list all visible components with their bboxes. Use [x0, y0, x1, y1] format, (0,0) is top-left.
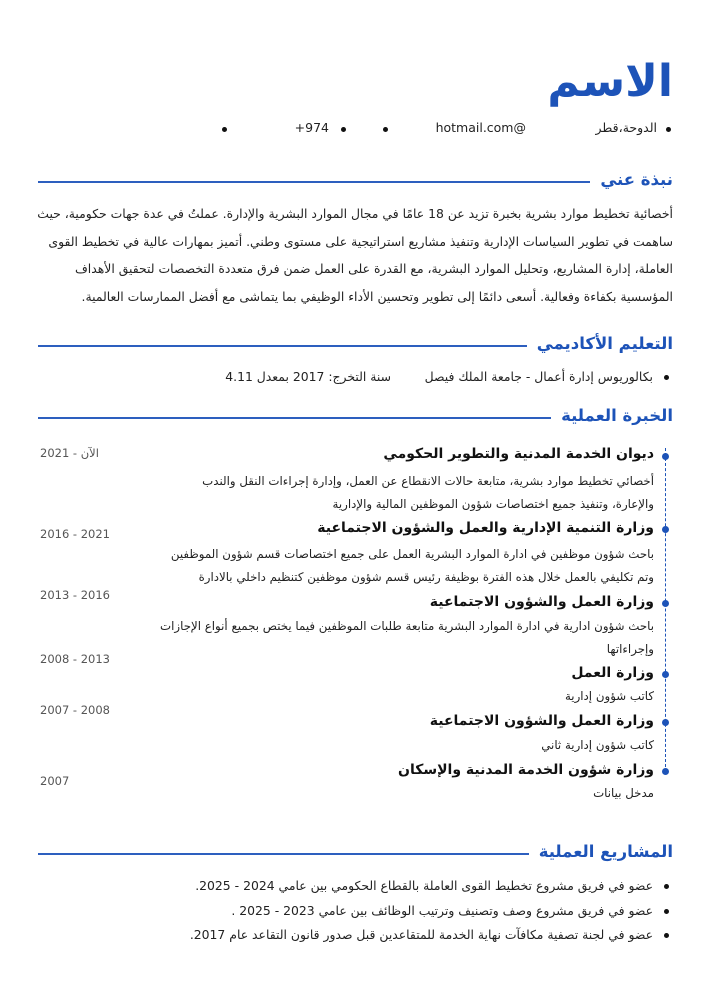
experience-desc: باحث شؤون موظفين في ادارة الموارد البشرية العمل على جميع اختصاصات قسم شؤون الموظفين	[170, 547, 654, 561]
experience-desc: مدخل بيانات	[593, 786, 654, 800]
project-item	[30, 875, 673, 897]
experience-date: 2007	[40, 774, 70, 788]
experience-org: وزارة العمل	[571, 665, 654, 681]
about-line: المؤسسية بكفاءة وفعالية. أسعى دائمًا إلى تطوير وتحسين الأداء الوظيفي بما يتماشى مع أفضل الممارسات العالمية.	[81, 288, 673, 304]
experience-section-header	[38, 404, 673, 434]
contact-phone[interactable]: +974	[294, 120, 329, 135]
experience-org: ديوان الخدمة المدنية والتطوير الحكومي	[383, 446, 654, 462]
education-degree: بكالوريوس إدارة أعمال - جامعة الملك فيصل	[424, 369, 653, 384]
experience-org: وزارة العمل والشؤون الاجتماعية	[429, 713, 654, 729]
experience-desc: وإجراءاتها	[606, 642, 654, 656]
project-item	[30, 924, 673, 946]
experience-desc: والإعارة، وتنفيذ جميع اختصاصات شؤون الموظفين المالية والإدارية	[332, 497, 654, 511]
bullet-icon	[664, 375, 669, 380]
experience-org: وزارة شؤون الخدمة المدنية والإسكان	[398, 762, 654, 778]
bullet-icon	[222, 127, 227, 132]
timeline-dot	[662, 526, 669, 533]
timeline-dot	[662, 719, 669, 726]
bullet-icon	[341, 127, 346, 132]
experience-org: وزارة العمل والشؤون الاجتماعية	[429, 594, 654, 610]
timeline-dot	[662, 671, 669, 678]
education-details: سنة التخرج: 2017 بمعدل 4.11	[225, 369, 391, 384]
projects-title: المشاريع العملية	[529, 840, 673, 864]
experience-org: وزارة التنمية الإدارية والعمل والشؤون الاجتماعية	[317, 520, 654, 536]
bullet-icon	[664, 884, 669, 889]
experience-desc: كاتب شؤون إدارية ثاني	[541, 738, 654, 752]
timeline-dot	[662, 600, 669, 607]
project-text: عضو في فريق مشروع وصف وتصنيف وترتيب الوظائف بين عامي 2023 - 2025 .	[231, 903, 653, 918]
experience-desc: أخصائي تخطيط موارد بشرية، متابعة حالات الانقطاع عن العمل، وإدارة إجراءات النقل والندب	[202, 474, 654, 488]
about-line: ساهمت في تطوير السياسات الإدارية وتنفيذ مشاريع استراتيجية على مستوى وطني. أتميز بمهارات عالية في تخطيط القوى	[48, 233, 673, 249]
timeline-dot	[662, 768, 669, 775]
project-item	[30, 900, 673, 922]
candidate-name: الاسم	[547, 56, 673, 107]
bullet-icon	[383, 127, 388, 132]
project-text: عضو في لجنة تصفية مكافآت نهاية الخدمة للمتقاعدين قبل صدور قانون التقاعد عام 2017.	[189, 927, 653, 942]
experience-date: 2007 - 2008	[40, 703, 110, 717]
contact-location: الدوحة،قطر	[595, 120, 657, 135]
education-item	[30, 366, 673, 388]
about-line: العاملة، إدارة المشاريع، وتحليل الموارد البشرية، مع القدرة على العمل ضمن فرق متعددة التخصصات لتحقيق الأهداف	[74, 261, 673, 276]
experience-date: 2013 - 2016	[40, 588, 110, 602]
education-title: التعليم الأكاديمي	[527, 332, 673, 356]
section-divider	[38, 181, 673, 183]
bullet-icon	[664, 933, 669, 938]
experience-desc: وتم تكليفي بالعمل خلال هذه الفترة بوظيفة رئيس قسم شؤون موظفين كتنظيم داخلي بالادارة	[198, 570, 654, 584]
experience-desc: باحث شؤون ادارية في ادارة الموارد البشرية متابعة طلبات الموظفين فيما يختص بجميع أنواع الإجازات	[160, 619, 654, 633]
about-title: نبذة عني	[590, 168, 673, 192]
experience-desc: كاتب شؤون إدارية	[564, 689, 654, 703]
contact-row	[0, 120, 701, 142]
experience-date: 2021 - الآن	[40, 446, 99, 460]
about-paragraph	[30, 200, 673, 310]
education-section-header	[38, 332, 673, 362]
about-section-header	[38, 168, 673, 198]
bullet-icon	[666, 127, 671, 132]
projects-section-header	[38, 840, 673, 870]
about-line: أخصائية تخطيط موارد بشرية بخبرة تزيد عن 18 عامًا في مجال الموارد البشرية والإدارة. عملتُ في عدة جهات حكومية، حيث	[37, 206, 673, 221]
bullet-icon	[664, 909, 669, 914]
timeline-dot	[662, 453, 669, 460]
contact-email[interactable]: @hotmail.com	[435, 120, 526, 135]
project-text: عضو في فريق مشروع تخطيط القوى العاملة بالقطاع الحكومي بين عامي 2024 - 2025.	[195, 878, 653, 893]
experience-date: 2008 - 2013	[40, 652, 110, 666]
experience-date: 2016 - 2021	[40, 527, 110, 541]
experience-title: الخبرة العملية	[551, 404, 673, 428]
